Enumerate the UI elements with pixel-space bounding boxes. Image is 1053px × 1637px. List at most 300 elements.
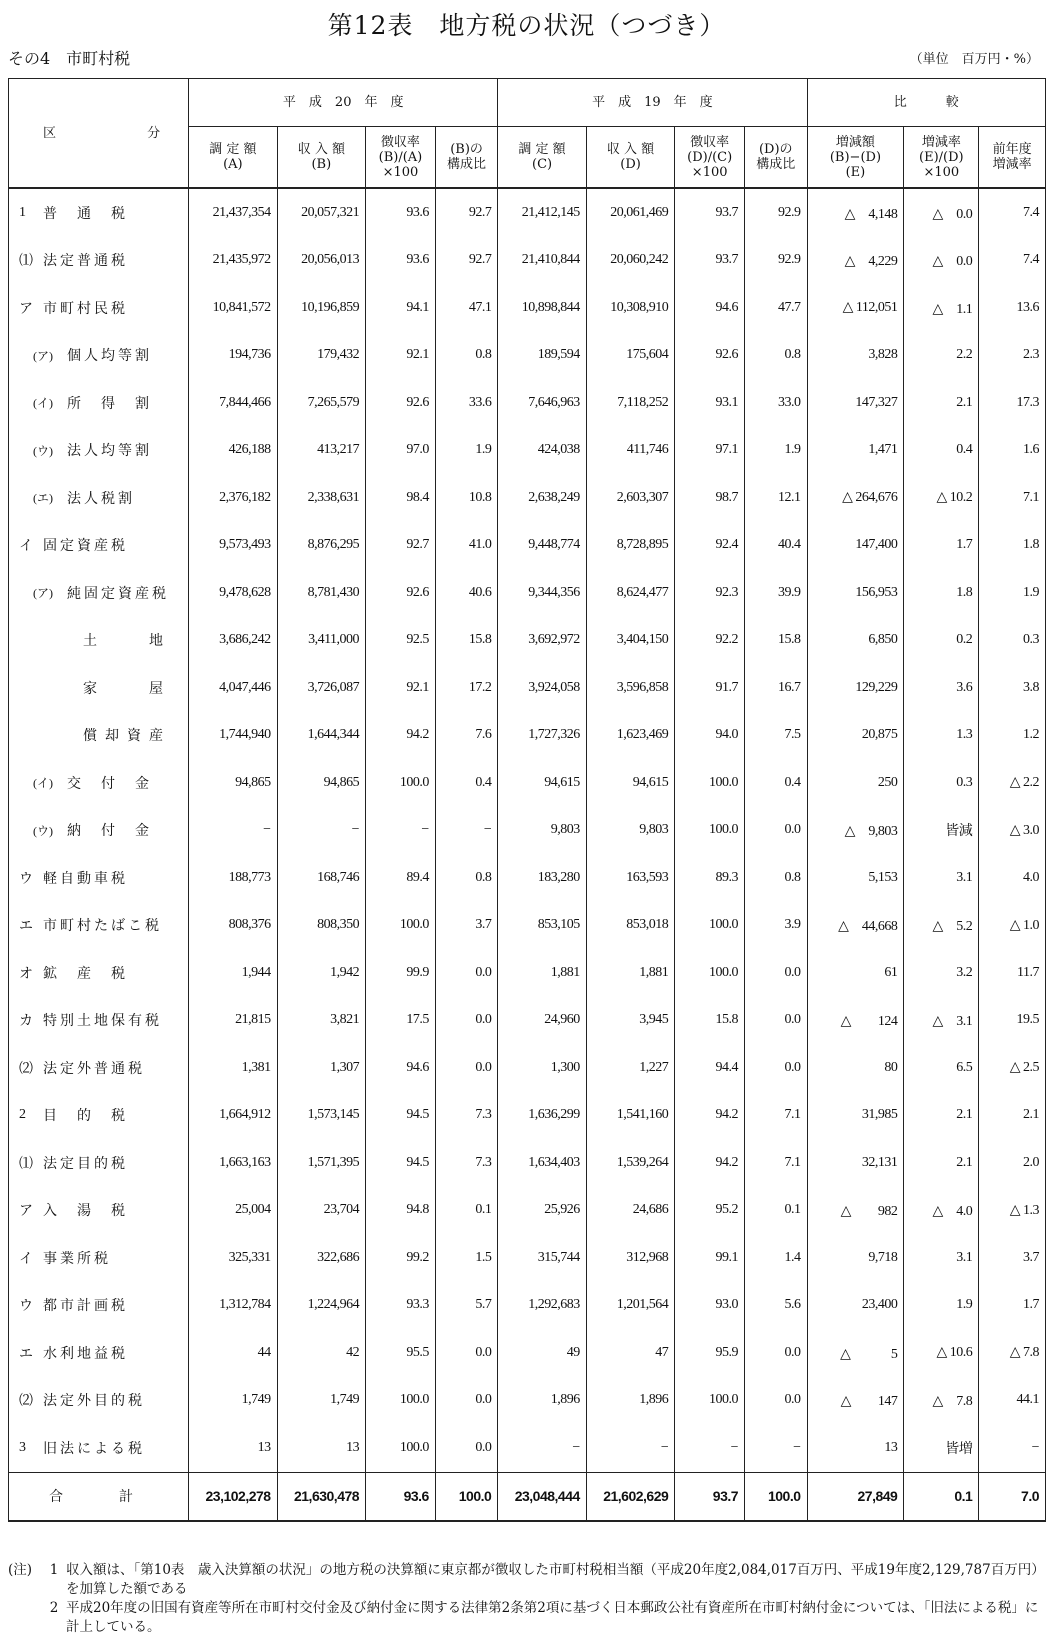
table-cell: − xyxy=(435,807,498,855)
table-cell: 3,404,150 xyxy=(586,617,674,665)
table-cell: 94.5 xyxy=(366,1092,436,1140)
table-cell: △ 3.1 xyxy=(904,997,979,1045)
table-cell: 3.7 xyxy=(979,1234,1046,1282)
table-cell: △ 5 xyxy=(807,1329,904,1377)
table-cell: 1.8 xyxy=(904,569,979,617)
table-cell: 1,227 xyxy=(586,1044,674,1092)
table-cell: 8,781,430 xyxy=(277,569,365,617)
unit-label: （単位 百万円・%） xyxy=(909,52,1039,67)
table-cell: 11.7 xyxy=(979,949,1046,997)
table-cell: 7.1 xyxy=(979,474,1046,522)
table-cell: 100.0 xyxy=(366,1377,436,1425)
row-prefix: エ xyxy=(19,919,33,935)
table-cell: 9,344,356 xyxy=(498,569,586,617)
table-cell: 15.8 xyxy=(675,997,745,1045)
table-cell: 1.9 xyxy=(904,1282,979,1330)
note-item: (注) 1 収入額は、「第10表 歳入決算額の状況」の地方税の決算額に東京都が徴収した市町村税相当額（平成20年度2,084,017百万円、平成19年度2,129,787百万円）を加算した額である xyxy=(8,1562,1045,1597)
table-cell: 0.8 xyxy=(435,854,498,902)
table-cell: 99.9 xyxy=(366,949,436,997)
table-cell: 42 xyxy=(277,1329,365,1377)
table-cell: 0.3 xyxy=(979,617,1046,665)
table-cell: 1,300 xyxy=(498,1044,586,1092)
column-header: 増減率 (E)/(D) ×100 xyxy=(904,127,979,189)
table-cell: 19.5 xyxy=(979,997,1046,1045)
table-cell: 98.7 xyxy=(675,474,745,522)
table-cell: 13 xyxy=(807,1424,904,1472)
table-cell: 168,746 xyxy=(277,854,365,902)
row-prefix: (イ) xyxy=(33,396,53,411)
table-cell: 2.1 xyxy=(979,1092,1046,1140)
table-cell: 1.7 xyxy=(979,1282,1046,1330)
row-label: 純固定資産税 xyxy=(67,586,169,602)
table-cell: 1,664,912 xyxy=(189,1092,277,1140)
table-cell: 92.9 xyxy=(745,188,808,237)
table-cell: 0.0 xyxy=(435,1329,498,1377)
table-cell: 0.0 xyxy=(745,1377,808,1425)
column-header: 調 定 額 (A) xyxy=(189,127,277,189)
table-row xyxy=(9,284,1046,332)
table-cell: 92.9 xyxy=(745,237,808,285)
header-kubun: 区 分 xyxy=(9,79,189,189)
table-cell: 47.1 xyxy=(435,284,498,332)
table-cell: △ 4,229 xyxy=(807,237,904,285)
table-cell: − xyxy=(189,807,277,855)
table-cell: 0.0 xyxy=(745,807,808,855)
table-cell: 94.0 xyxy=(675,712,745,760)
table-cell: 163,593 xyxy=(586,854,674,902)
table-cell: △ 264,676 xyxy=(807,474,904,522)
row-label: 都市計画税 xyxy=(43,1299,128,1315)
table-cell: 94,865 xyxy=(189,759,277,807)
row-label: 所 得 割 xyxy=(67,396,152,412)
table-cell: 93.3 xyxy=(366,1282,436,1330)
table-cell: 9,803 xyxy=(586,807,674,855)
table-cell: 1,634,403 xyxy=(498,1139,586,1187)
table-cell: 92.6 xyxy=(675,332,745,380)
table-cell: 1,224,964 xyxy=(277,1282,365,1330)
table-cell: 92.6 xyxy=(366,379,436,427)
table-cell: 92.4 xyxy=(675,522,745,570)
table-cell: 97.1 xyxy=(675,427,745,475)
table-cell: 0.0 xyxy=(435,997,498,1045)
table-cell: 99.1 xyxy=(675,1234,745,1282)
table-cell: 94.6 xyxy=(366,1044,436,1092)
total-label: 合 計 xyxy=(9,1472,189,1521)
column-header: (B)の 構成比 xyxy=(435,127,498,189)
table-cell: 7.1 xyxy=(745,1092,808,1140)
table-cell: 13.6 xyxy=(979,284,1046,332)
table-cell: 7.3 xyxy=(435,1092,498,1140)
table-cell: 0.8 xyxy=(745,332,808,380)
table-cell: 3.8 xyxy=(979,664,1046,712)
table-cell: − xyxy=(675,1424,745,1472)
table-cell: 3.1 xyxy=(904,1234,979,1282)
table-row xyxy=(9,1282,1046,1330)
table-cell: △ 112,051 xyxy=(807,284,904,332)
table-cell: 7.6 xyxy=(435,712,498,760)
table-cell: 20,060,242 xyxy=(586,237,674,285)
table-cell: − xyxy=(586,1424,674,1472)
row-label: 軽自動車税 xyxy=(43,871,128,887)
table-cell: 1.4 xyxy=(745,1234,808,1282)
table-cell: 20,061,469 xyxy=(586,188,674,237)
table-cell: 8,624,477 xyxy=(586,569,674,617)
table-cell: 0.4 xyxy=(904,427,979,475)
notes xyxy=(8,1561,1046,1637)
row-label: 法定普通税 xyxy=(43,254,128,270)
table-cell: 15.8 xyxy=(745,617,808,665)
table-cell: 5.7 xyxy=(435,1282,498,1330)
table-cell: 315,744 xyxy=(498,1234,586,1282)
page-title: 第12表 地方税の状況（つづき） xyxy=(327,11,726,40)
table-cell: 23,400 xyxy=(807,1282,904,1330)
table-cell: 0.1 xyxy=(745,1187,808,1235)
table-cell: 2,338,631 xyxy=(277,474,365,522)
table-cell: 7.1 xyxy=(745,1139,808,1187)
row-prefix: 2 xyxy=(19,1107,26,1123)
table-row xyxy=(9,902,1046,950)
table-cell: 20,056,013 xyxy=(277,237,365,285)
table-cell: △ 0.0 xyxy=(904,188,979,237)
table-cell: △ 9,803 xyxy=(807,807,904,855)
column-header: 徴収率 (D)/(C) ×100 xyxy=(675,127,745,189)
table-cell: 94,615 xyxy=(498,759,586,807)
table-cell: 0.0 xyxy=(745,997,808,1045)
table-cell: 7,265,579 xyxy=(277,379,365,427)
table-cell: 1,636,299 xyxy=(498,1092,586,1140)
table-cell: 3.6 xyxy=(904,664,979,712)
row-prefix: 3 xyxy=(19,1439,26,1455)
table-cell: 0.0 xyxy=(435,1377,498,1425)
table-cell: 93.0 xyxy=(675,1282,745,1330)
table-cell: 8,728,895 xyxy=(586,522,674,570)
table-cell: 3.1 xyxy=(904,854,979,902)
table-cell: 99.2 xyxy=(366,1234,436,1282)
table-cell: 1,539,264 xyxy=(586,1139,674,1187)
table-cell: 3,596,858 xyxy=(586,664,674,712)
column-header: 徴収率 (B)/(A) ×100 xyxy=(366,127,436,189)
column-header: 収 入 額 (D) xyxy=(586,127,674,189)
table-cell: △ 982 xyxy=(807,1187,904,1235)
table-cell: 94.4 xyxy=(675,1044,745,1092)
row-prefix: ⑴ xyxy=(19,1156,33,1172)
table-cell: 808,350 xyxy=(277,902,365,950)
table-cell: 33.6 xyxy=(435,379,498,427)
table-cell: 94.5 xyxy=(366,1139,436,1187)
row-prefix: ⑵ xyxy=(19,1394,33,1410)
table-cell: 1.2 xyxy=(979,712,1046,760)
table-cell: 3,411,000 xyxy=(277,617,365,665)
table-cell: 1.6 xyxy=(979,427,1046,475)
table-cell: 2.2 xyxy=(904,332,979,380)
total-row xyxy=(9,1472,1046,1521)
row-label: 特別土地保有税 xyxy=(43,1014,162,1030)
table-cell: 25,004 xyxy=(189,1187,277,1235)
table-cell: 1.9 xyxy=(979,569,1046,617)
row-prefix: ⑴ xyxy=(19,254,33,270)
table-cell: 1.9 xyxy=(435,427,498,475)
row-prefix: カ xyxy=(19,1014,33,1030)
table-cell: 3,686,242 xyxy=(189,617,277,665)
table-cell: 9,478,628 xyxy=(189,569,277,617)
table-cell: − xyxy=(498,1424,586,1472)
total-cell: 21,602,629 xyxy=(586,1472,674,1521)
table-cell: △ 4,148 xyxy=(807,188,904,237)
table-cell: 100.0 xyxy=(366,1424,436,1472)
table-cell: 1.3 xyxy=(904,712,979,760)
row-prefix: ア xyxy=(19,301,33,317)
row-label: 交 付 金 xyxy=(67,776,152,792)
table-cell: 21,437,354 xyxy=(189,188,277,237)
total-cell: 93.6 xyxy=(366,1472,436,1521)
row-label: 旧法による税 xyxy=(43,1441,145,1457)
table-cell: 426,188 xyxy=(189,427,277,475)
table-cell: 325,331 xyxy=(189,1234,277,1282)
table-cell: 61 xyxy=(807,949,904,997)
table-cell: △ 7.8 xyxy=(979,1329,1046,1377)
row-label: 土 地 xyxy=(83,634,171,650)
table-cell: 10.8 xyxy=(435,474,498,522)
table-cell: 91.7 xyxy=(675,664,745,712)
table-cell: 1.9 xyxy=(745,427,808,475)
table-cell: 10,841,572 xyxy=(189,284,277,332)
table-row xyxy=(9,854,1046,902)
table-row xyxy=(9,1424,1046,1472)
table-cell: 0.2 xyxy=(904,617,979,665)
table-cell: △ 147 xyxy=(807,1377,904,1425)
total-cell: 27,849 xyxy=(807,1472,904,1521)
table-cell: 16.7 xyxy=(745,664,808,712)
table-cell: 1,623,469 xyxy=(586,712,674,760)
table-cell: 92.5 xyxy=(366,617,436,665)
row-prefix: ⑵ xyxy=(19,1061,33,1077)
row-prefix: イ xyxy=(19,539,33,555)
table-cell: 156,953 xyxy=(807,569,904,617)
table-cell: 33.0 xyxy=(745,379,808,427)
table-cell: 1,749 xyxy=(189,1377,277,1425)
row-label: 市町村民税 xyxy=(43,301,128,317)
table-cell: 0.0 xyxy=(435,1044,498,1092)
table-row xyxy=(9,1187,1046,1235)
table-cell: 92.6 xyxy=(366,569,436,617)
table-cell: 0.1 xyxy=(435,1187,498,1235)
table-cell: 0.3 xyxy=(904,759,979,807)
table-cell: 100.0 xyxy=(675,949,745,997)
table-cell: 1.7 xyxy=(904,522,979,570)
table-row xyxy=(9,379,1046,427)
table-cell: 95.2 xyxy=(675,1187,745,1235)
table-cell: 175,604 xyxy=(586,332,674,380)
table-cell: 94,865 xyxy=(277,759,365,807)
row-label: 家 屋 xyxy=(83,681,171,697)
table-cell: 7.4 xyxy=(979,188,1046,237)
table-cell: 41.0 xyxy=(435,522,498,570)
table-cell: 808,376 xyxy=(189,902,277,950)
table-row xyxy=(9,617,1046,665)
row-label: 固定資産税 xyxy=(43,539,128,555)
table-cell: 100.0 xyxy=(675,759,745,807)
header-h19: 平 成 19 年 度 xyxy=(498,79,807,127)
total-cell: 93.7 xyxy=(675,1472,745,1521)
table-cell: 80 xyxy=(807,1044,904,1092)
table-cell: 5,153 xyxy=(807,854,904,902)
table-cell: 0.0 xyxy=(435,949,498,997)
table-cell: − xyxy=(366,807,436,855)
column-header: 調 定 額 (C) xyxy=(498,127,586,189)
table-row xyxy=(9,1092,1046,1140)
table-cell: 2.1 xyxy=(904,1092,979,1140)
row-prefix: (ウ) xyxy=(33,443,53,458)
table-row xyxy=(9,188,1046,237)
table-cell: 98.4 xyxy=(366,474,436,522)
table-cell: 17.2 xyxy=(435,664,498,712)
row-label: 普 通 税 xyxy=(43,206,128,222)
table-cell: △ 1.1 xyxy=(904,284,979,332)
table-cell: 3,828 xyxy=(807,332,904,380)
table-cell: 2,603,307 xyxy=(586,474,674,522)
table-cell: 188,773 xyxy=(189,854,277,902)
table-cell: 3.9 xyxy=(745,902,808,950)
table-cell: 2,638,249 xyxy=(498,474,586,522)
total-cell: 100.0 xyxy=(745,1472,808,1521)
table-cell: 10,196,859 xyxy=(277,284,365,332)
table-cell: 93.6 xyxy=(366,188,436,237)
table-cell: 92.7 xyxy=(366,522,436,570)
row-label: 償却資産 xyxy=(83,729,171,745)
row-prefix: エ xyxy=(19,1346,33,1362)
table-cell: 25,926 xyxy=(498,1187,586,1235)
column-header: 増減額 (B)−(D) (E) xyxy=(807,127,904,189)
table-cell: 2,376,182 xyxy=(189,474,277,522)
table-cell: 94.2 xyxy=(675,1139,745,1187)
table-cell: 1,312,784 xyxy=(189,1282,277,1330)
table-cell: − xyxy=(277,807,365,855)
table-cell: 424,038 xyxy=(498,427,586,475)
table-cell: 6.5 xyxy=(904,1044,979,1092)
table-cell: 100.0 xyxy=(675,902,745,950)
row-prefix: ア xyxy=(19,1204,33,1220)
table-cell: 93.7 xyxy=(675,188,745,237)
table-cell: − xyxy=(979,1424,1046,1472)
table-cell: 3,726,087 xyxy=(277,664,365,712)
table-cell: 1,896 xyxy=(498,1377,586,1425)
table-cell: 40.4 xyxy=(745,522,808,570)
table-cell: 93.6 xyxy=(366,237,436,285)
table-row xyxy=(9,712,1046,760)
table-row xyxy=(9,1377,1046,1425)
table-cell: 21,410,844 xyxy=(498,237,586,285)
total-cell: 100.0 xyxy=(435,1472,498,1521)
note-item: 2 平成20年度の旧国有資産等所在市町村交付金及び納付金に関する法律第2条第2項に基づく日本郵政公社有資産所在市町村納付金については、「旧法による税」に計上している。 xyxy=(49,1600,1039,1635)
table-cell: 7,844,466 xyxy=(189,379,277,427)
table-cell: 24,960 xyxy=(498,997,586,1045)
table-cell: 47.7 xyxy=(745,284,808,332)
row-label: 法定外目的税 xyxy=(43,1394,145,1410)
table-cell: △ 2.2 xyxy=(979,759,1046,807)
table-cell: 0.4 xyxy=(435,759,498,807)
header-h20: 平 成 20 年 度 xyxy=(189,79,498,127)
table-cell: 21,815 xyxy=(189,997,277,1045)
table-cell: 31,985 xyxy=(807,1092,904,1140)
table-cell: △ 10.6 xyxy=(904,1329,979,1377)
table-cell: 13 xyxy=(277,1424,365,1472)
table-cell: 94.1 xyxy=(366,284,436,332)
total-cell: 23,102,278 xyxy=(189,1472,277,1521)
table-cell: 129,229 xyxy=(807,664,904,712)
table-cell: 7.4 xyxy=(979,237,1046,285)
table-cell: 1,571,395 xyxy=(277,1139,365,1187)
row-label: 水利地益税 xyxy=(43,1346,128,1362)
table-cell: △ 0.0 xyxy=(904,237,979,285)
table-row xyxy=(9,427,1046,475)
table-cell: 0.0 xyxy=(745,1044,808,1092)
table-cell: 853,018 xyxy=(586,902,674,950)
table-row xyxy=(9,949,1046,997)
table-cell: 3,924,058 xyxy=(498,664,586,712)
table-cell: 183,280 xyxy=(498,854,586,902)
table-cell: 9,718 xyxy=(807,1234,904,1282)
row-label: 法人税割 xyxy=(67,491,135,507)
table-cell: △ 44,668 xyxy=(807,902,904,950)
table-row xyxy=(9,474,1046,522)
table-row xyxy=(9,569,1046,617)
table-cell: 1,644,344 xyxy=(277,712,365,760)
table-cell: 17.5 xyxy=(366,997,436,1045)
row-prefix: オ xyxy=(19,966,33,982)
table-cell: 92.3 xyxy=(675,569,745,617)
table-cell: 39.9 xyxy=(745,569,808,617)
table-subtitle: その4 市町村税 xyxy=(8,49,131,68)
table-cell: 4.0 xyxy=(979,854,1046,902)
table-cell: 3,692,972 xyxy=(498,617,586,665)
table-cell: 189,594 xyxy=(498,332,586,380)
table-cell: 8,876,295 xyxy=(277,522,365,570)
table-cell: 1,201,564 xyxy=(586,1282,674,1330)
row-label: 法人均等割 xyxy=(67,444,152,460)
table-cell: 17.3 xyxy=(979,379,1046,427)
table-cell: 47 xyxy=(586,1329,674,1377)
table-cell: 1,942 xyxy=(277,949,365,997)
table-cell: △ 124 xyxy=(807,997,904,1045)
table-cell: 93.7 xyxy=(675,237,745,285)
table-cell: 9,803 xyxy=(498,807,586,855)
table-cell: 9,448,774 xyxy=(498,522,586,570)
table-cell: 皆増 xyxy=(904,1424,979,1472)
table-cell: 94.2 xyxy=(366,712,436,760)
total-cell: 0.1 xyxy=(904,1472,979,1521)
table-cell: 94.8 xyxy=(366,1187,436,1235)
table-cell: 32,131 xyxy=(807,1139,904,1187)
table-cell: △ 7.8 xyxy=(904,1377,979,1425)
table-cell: 93.1 xyxy=(675,379,745,427)
table-cell: 4,047,446 xyxy=(189,664,277,712)
row-prefix: ウ xyxy=(19,1299,33,1315)
table-cell: 147,400 xyxy=(807,522,904,570)
table-cell: 1.5 xyxy=(435,1234,498,1282)
table-cell: 13 xyxy=(189,1424,277,1472)
table-cell: △ 4.0 xyxy=(904,1187,979,1235)
table-cell: △ 5.2 xyxy=(904,902,979,950)
table-cell: 89.3 xyxy=(675,854,745,902)
row-prefix: ウ xyxy=(19,871,33,887)
table-cell: 0.8 xyxy=(745,854,808,902)
table-cell: △ 1.3 xyxy=(979,1187,1046,1235)
table-cell: 94.6 xyxy=(675,284,745,332)
header-hikaku: 比 較 xyxy=(807,79,1045,127)
table-cell: 3.2 xyxy=(904,949,979,997)
table-cell: 皆減 xyxy=(904,807,979,855)
table-cell: 2.0 xyxy=(979,1139,1046,1187)
